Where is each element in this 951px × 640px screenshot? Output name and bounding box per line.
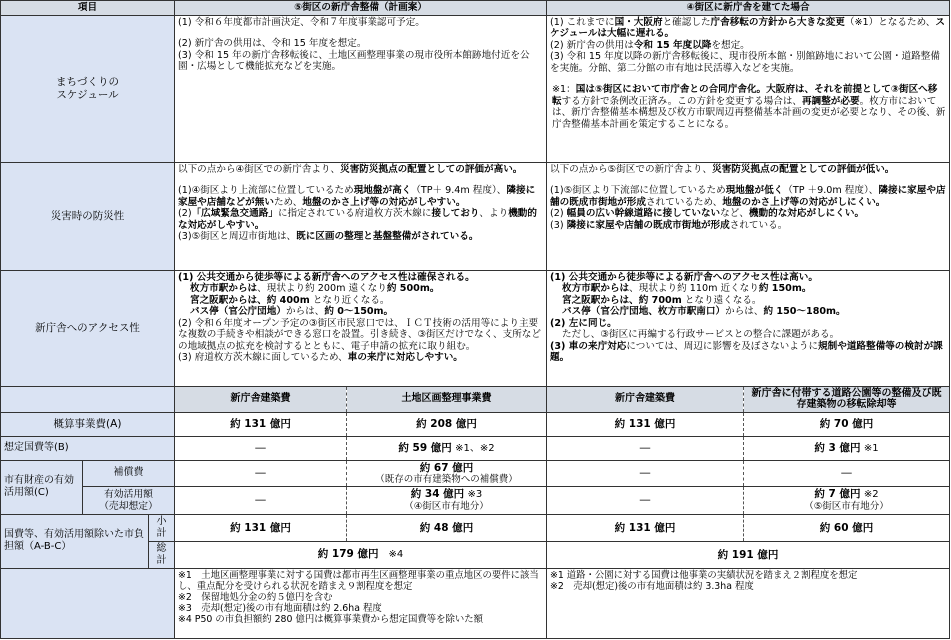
text-line: (2) 新庁舎の供用は、令和 15 年度を想定。 bbox=[178, 38, 367, 49]
text-line: (2) 新庁舎の供用は令和 15 年度以降を想定。 bbox=[550, 39, 750, 51]
text-line: (3) 令和 15 年度以降の新庁舎移転後に、現市役所本館・別館跡地において公園・道路整備を実施。分館、第二分館の市有地は民活導入などを実施。 bbox=[550, 51, 940, 74]
footnote: ※4 P50 の市負担額約 280 億円は概算事業費から想定国費等を除いた額 bbox=[178, 614, 483, 626]
footnotes-right bbox=[547, 568, 950, 638]
subnote: （④街区市有地分） bbox=[404, 501, 489, 513]
spacer bbox=[550, 74, 946, 84]
value: 約 7 億円 bbox=[814, 488, 861, 501]
text-line: (3) 隣接に家屋や店舗の既成市街地が形成されている。 bbox=[550, 219, 788, 231]
subheader-ancillary-4: 新庁舎に付帯する道路公園等の整備及び既存建築物の移転除却等 bbox=[744, 386, 950, 412]
header-block4: ④街区に新庁舎を建てた場合 bbox=[547, 1, 950, 16]
text-line: (3) 車の来庁対応については、周辺に影響を及ぼさないように規制や道路整備等の検討が課題。 bbox=[550, 340, 943, 363]
label-total-cost: 概算事業費(A) bbox=[1, 412, 175, 436]
label-municipal-assets: 市有財産の有効活用額(C) bbox=[1, 460, 83, 514]
value: 約 131 億円 bbox=[175, 412, 347, 436]
footnote-kome1: ※1：国は⑤街区において市庁舎との合同庁舎化。大阪府は、それを前提として③街区へ移転する方針で条例改正済み。この方針を変更する場合は、再調整が必要。枚方市においては、新庁舎整備基本構想及び枚方市駅周辺再整備基本計画の変更が必要となり、その後、新庁舎整備基本計画を策定することになる。 bbox=[552, 84, 946, 130]
label-utilization: 有効活用額 （売却想定） bbox=[83, 487, 175, 514]
text-line: (2) 令和６年度オープン予定の③街区市民窓口では、ＩＣＴ技術の活用等により主要な複数の手続きや相談ができる窓口を設置。引き続き、③街区だけでなく、支所などの地域拠点の拡充を検討するとともに、電子申請の拡充に取り組む。 bbox=[178, 317, 541, 352]
note: ※3 bbox=[467, 489, 483, 501]
text-line: 以下の点から④街区での新庁舎より、災害防災拠点の配置としての評価が高い。 bbox=[178, 163, 523, 175]
value-cell bbox=[744, 436, 950, 460]
value: 約 59 億円 bbox=[398, 441, 452, 454]
schedule-block5 bbox=[175, 15, 547, 162]
row-label-schedule: まちづくりの スケジュール bbox=[1, 15, 175, 162]
value: 約 131 億円 bbox=[175, 514, 347, 541]
text-line: (2)「広域緊急交通路」に指定されている府道枚方茨木線に接しており、より機動的な対応がしやすい。 bbox=[178, 208, 537, 231]
value: ― bbox=[744, 460, 950, 487]
value: 約 179 億円 bbox=[317, 548, 379, 561]
value: 約 67 億円 bbox=[419, 461, 474, 474]
subheader-building-5: 新庁舎建築費 bbox=[175, 386, 347, 412]
text-line: 枚方市駅からは、現状より約 200m 遠くなり約 500m。 bbox=[190, 283, 440, 294]
text-line: (1) 令和６年度都市計画決定、令和７年度事業認可予定。 bbox=[178, 16, 425, 28]
schedule-block4 bbox=[547, 15, 950, 162]
value-cell bbox=[347, 487, 547, 514]
label-subtotal: 小計 bbox=[149, 514, 175, 541]
value: ― bbox=[547, 487, 744, 514]
text-line: (1) 公共交通から徒歩等による新庁舎へのアクセス性は確保される。 bbox=[178, 271, 475, 283]
access-block5 bbox=[175, 270, 547, 386]
row-label-access: 新庁舎へのアクセス性 bbox=[1, 270, 175, 386]
text-line: (3) 令和 15 年の新庁舎移転後に、土地区画整理事業の現市役所本館跡地付近を公園・広場として機能拡充などを実施。 bbox=[178, 49, 530, 72]
row-label-disaster: 災害時の防災性 bbox=[1, 162, 175, 270]
footnote: ※1 土地区画整理事業に対する国費は都市再生区画整理事業の重点地区の要件に該当し、重点配分を受けられる状況を踏まえ９割程度を想定 bbox=[178, 569, 539, 592]
value: ― bbox=[175, 487, 347, 514]
text-line: 宮之阪駅からは、約 400m となり近くなる。 bbox=[190, 294, 390, 306]
cost-header-blank bbox=[1, 386, 175, 412]
footnote-blank bbox=[1, 568, 175, 638]
text-line: (1)④街区より上流部に位置しているため現地盤が高く（TP＋ 9.4m 程度）、隣接に家屋や店舗などが無いため、地盤のかさ上げ等の対応がしやすい。 bbox=[178, 185, 536, 208]
text-line: 枚方市駅からは、現状より約 110m 近くなり約 150m。 bbox=[562, 283, 812, 294]
label-compensation: 補償費 bbox=[83, 460, 175, 487]
header-block5: ⑤街区の新庁舎整備（計画案） bbox=[175, 1, 547, 16]
subheader-readjustment-5: 土地区画整理事業費 bbox=[347, 386, 547, 412]
text-line: ただし、③街区に再編する行政サービスとの整合に課題がある。 bbox=[562, 329, 840, 340]
value-cell bbox=[347, 460, 547, 487]
value: 約 3 億円 bbox=[814, 441, 861, 454]
value: 約 208 億円 bbox=[347, 412, 547, 436]
label-city-burden: 国費等、有効活用額除いた市負担額（A-B-C） bbox=[1, 514, 149, 568]
subnote: （既存の市有建築物への補償費） bbox=[375, 474, 518, 486]
value: ― bbox=[175, 436, 347, 460]
value: 約 60 億円 bbox=[744, 514, 950, 541]
footnote: ※3 売却(想定)後の市有地面積は約 2.6ha 程度 bbox=[178, 603, 382, 615]
value-cell bbox=[175, 541, 547, 568]
text-line: (2) 幅員の広い幹線道路に接していないなど、機動的な対応がしにくい。 bbox=[550, 208, 865, 219]
subheader-building-4: 新庁舎建築費 bbox=[547, 386, 744, 412]
text-line: (3)⑤街区と周辺市街地は、既に区画の整理と基盤整備がされている。 bbox=[178, 231, 479, 242]
value: 約 191 億円 bbox=[547, 541, 950, 568]
value: 約 48 億円 bbox=[347, 514, 547, 541]
label-total: 総計 bbox=[149, 541, 175, 568]
header-item: 項目 bbox=[1, 1, 175, 16]
value-cell bbox=[347, 436, 547, 460]
subnote: （⑤街区市有地分） bbox=[804, 501, 889, 513]
value: ― bbox=[547, 460, 744, 487]
access-block4 bbox=[547, 270, 950, 386]
text-line: (3) 府道枚方茨木線に面しているため、車の来庁に対応しやすい。 bbox=[178, 352, 463, 363]
value: ― bbox=[547, 436, 744, 460]
text-line: バス停（官公庁団地、枚方市駅南口）からは、約 150～180m。 bbox=[562, 306, 846, 317]
disaster-block5 bbox=[175, 162, 547, 270]
footnote: ※2 売却(想定)後の市有地面積は約 3.3ha 程度 bbox=[550, 580, 754, 592]
text-line: (1) 公共交通から徒歩等による新庁舎へのアクセス性は高い。 bbox=[550, 271, 818, 283]
label-subsidy: 想定国費等(B) bbox=[1, 436, 175, 460]
text-line: (2) 左に同じ。 bbox=[550, 317, 617, 329]
text-line: 宮之阪駅からは、約 700m となり遠くなる。 bbox=[562, 294, 762, 306]
value: ― bbox=[175, 460, 347, 487]
footnote: ※2 保留地処分金の約５億円を含む bbox=[178, 592, 333, 604]
value: 約 70 億円 bbox=[744, 412, 950, 436]
disaster-block4 bbox=[547, 162, 950, 270]
text-line: (1)⑤街区より下流部に位置しているため現地盤が低く（TP ＋9.0m 程度）、隣接に家屋や店舗の既成市街地が形成されているため、地盤のかさ上げ等の対応がしにくい。 bbox=[550, 185, 946, 208]
value: 約 131 億円 bbox=[547, 514, 744, 541]
note: ※1、※2 bbox=[455, 442, 495, 454]
value-cell bbox=[744, 487, 950, 514]
note: ※4 bbox=[388, 549, 404, 561]
spacer bbox=[178, 28, 543, 38]
footnote: ※1 道路・公園に対する国費は他事業の実績状況を踏まえ２割程度を想定 bbox=[550, 569, 858, 581]
text-line: バス停（官公庁団地）からは、約 0～150m。 bbox=[190, 306, 394, 317]
text-line: (1) これまでに国・大阪府と確認した庁舎移転の方針から大きな変更（※1）となるため、スケジュールは大幅に遅れる。 bbox=[550, 16, 945, 39]
note: ※2 bbox=[863, 489, 879, 501]
spacer bbox=[178, 175, 543, 185]
footnotes-left bbox=[175, 568, 547, 638]
text-line: 以下の点から⑤街区での新庁舎より、災害防災拠点の配置としての評価が低い。 bbox=[550, 163, 895, 175]
value: 約 34 億円 bbox=[410, 488, 465, 501]
value: 約 131 億円 bbox=[547, 412, 744, 436]
spacer bbox=[550, 175, 946, 185]
note: ※1 bbox=[863, 442, 879, 454]
